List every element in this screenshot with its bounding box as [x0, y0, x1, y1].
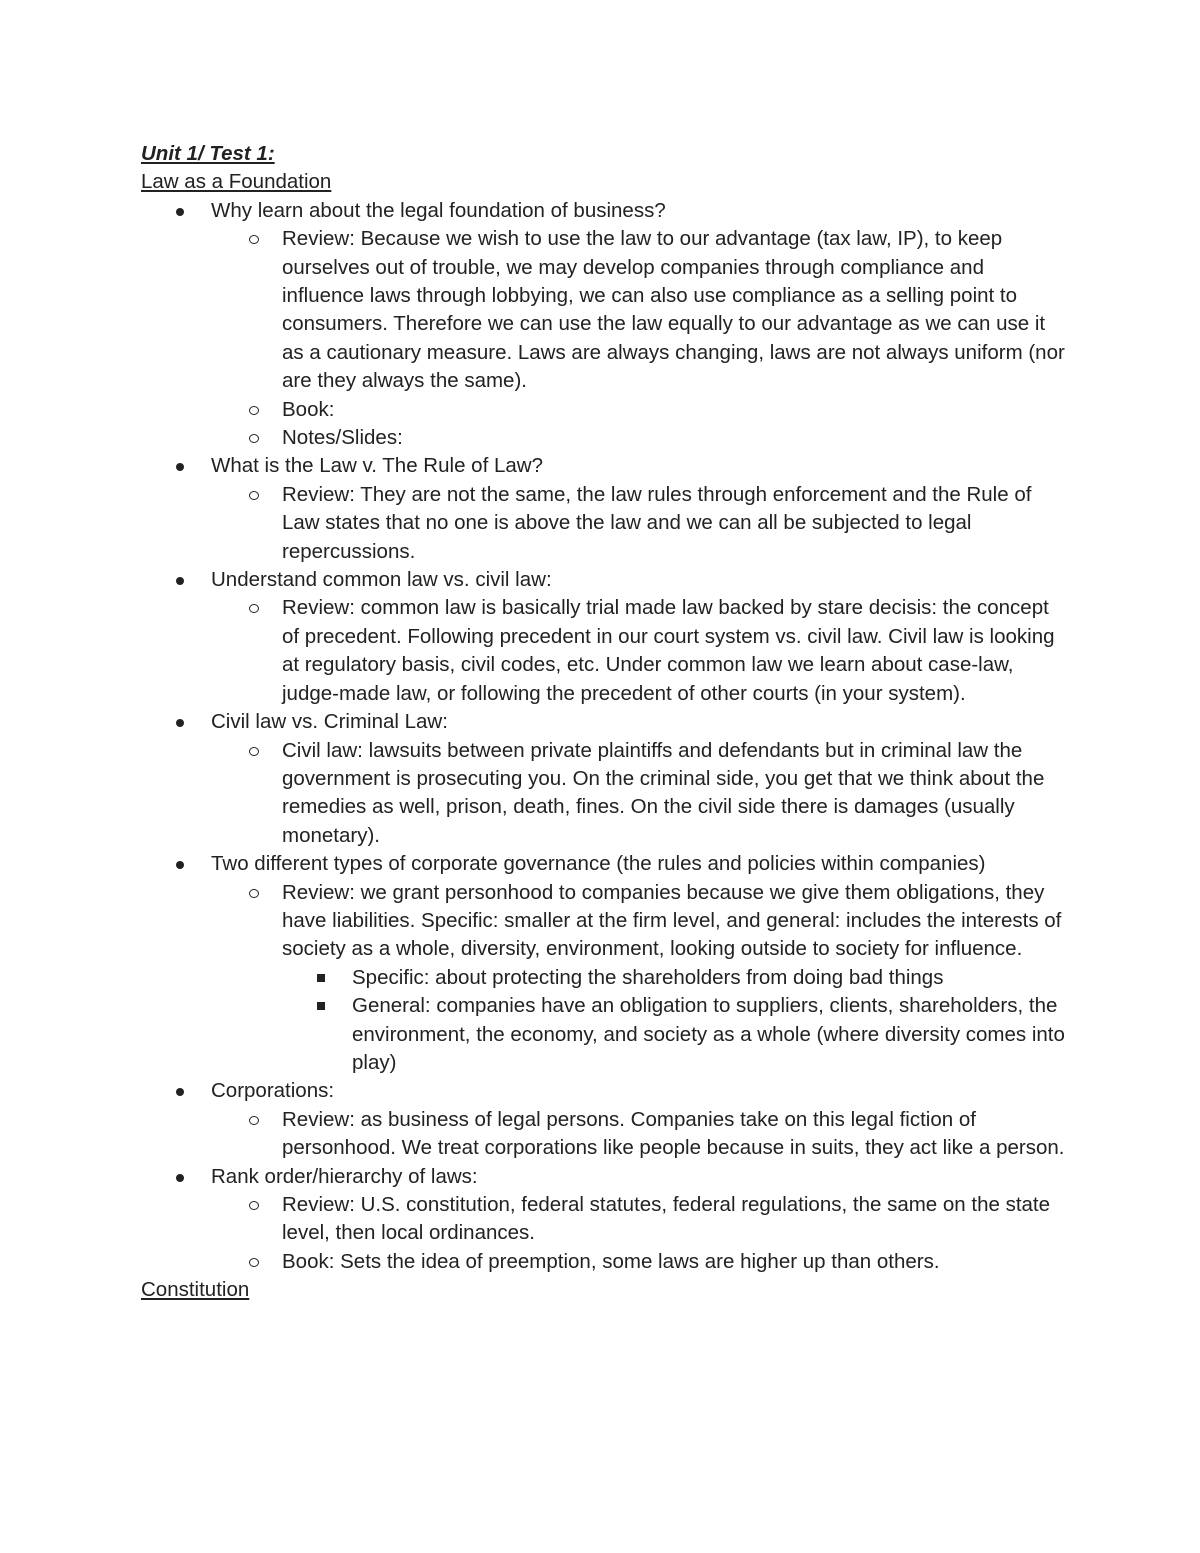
- document-title: Unit 1/ Test 1:: [141, 142, 275, 165]
- topic-text: Understand common law vs. civil law:: [211, 568, 552, 592]
- sub-item: [282, 879, 1066, 1078]
- topic-text: Civil law vs. Criminal Law:: [211, 710, 448, 734]
- sub-sub-item-text: Specific: about protecting the shareholders from doing bad things: [352, 965, 944, 989]
- section-heading-law-as-a-foundation: Law as a Foundation: [141, 170, 332, 194]
- topic-item: [211, 850, 1066, 1077]
- square-bullet-icon: [317, 1002, 325, 1010]
- sub-list: [211, 225, 1066, 452]
- sub-list: [211, 594, 1066, 708]
- topic-text: What is the Law v. The Rule of Law?: [211, 454, 543, 478]
- sub-list: [211, 879, 1066, 1078]
- sub-item: [282, 737, 1066, 851]
- topic-item: [211, 708, 1066, 850]
- hollow-bullet-icon: [249, 747, 259, 756]
- sub-item: [282, 225, 1066, 395]
- topic-text: Corporations:: [211, 1079, 335, 1103]
- sub-sub-item: [352, 992, 1066, 1077]
- hollow-bullet-icon: [249, 1116, 259, 1125]
- topic-text: Two different types of corporate governance (the rules and policies within companies): [211, 852, 986, 876]
- sub-list: [211, 1191, 1066, 1276]
- sub-item: [282, 396, 1066, 424]
- hollow-bullet-icon: [249, 406, 259, 415]
- sub-item: [282, 1248, 1066, 1276]
- sub-sub-item: [352, 964, 1066, 992]
- hollow-bullet-icon: [249, 235, 259, 244]
- topic-text: Why learn about the legal foundation of business?: [211, 198, 666, 222]
- section-heading-constitution: Constitution: [141, 1278, 250, 1302]
- sub-item-text: Book:: [282, 397, 335, 421]
- hollow-bullet-icon: [249, 434, 259, 443]
- filled-bullet-icon: [176, 1174, 184, 1182]
- sub-item-text: Review: Because we wish to use the law to our advantage (tax law, IP), to keep ourselves out of trouble, we may develop companies through compliance and influence laws through lobbying, we can also use compliance as a selling point to consumers. Therefore we can use the law equally to our advantage as we can use it as a cautionary measure. Laws are always changing, laws are not always uniform (nor are they always the same).: [282, 227, 1065, 393]
- hollow-bullet-icon: [249, 491, 259, 500]
- hollow-bullet-icon: [249, 604, 259, 613]
- sub-item-text: Civil law: lawsuits between private plaintiffs and defendants but in criminal law the government is prosecuting you. On the criminal side, you get that we think about the remedies as well, prison, death, fines. On the civil side there is damages (usually monetary).: [282, 738, 1045, 847]
- filled-bullet-icon: [176, 463, 184, 471]
- sub-item: [282, 1191, 1066, 1248]
- topic-text: Rank order/hierarchy of laws:: [211, 1164, 478, 1188]
- topic-item: [211, 566, 1066, 708]
- topic-item: [211, 452, 1066, 566]
- sub-sub-list: [282, 964, 1066, 1078]
- document-body: [141, 140, 1066, 1305]
- topic-list: [141, 197, 1066, 1276]
- sub-list: [211, 481, 1066, 566]
- sub-item-text: Notes/Slides:: [282, 426, 403, 450]
- filled-bullet-icon: [176, 719, 184, 727]
- hollow-bullet-icon: [249, 1201, 259, 1210]
- sub-item-text: Review: we grant personhood to companies because we give them obligations, they have liabilities. Specific: smaller at the firm level, and general: includes the interests of society as a whole, diversity, environment, looking outside to society for influence.: [282, 880, 1062, 961]
- topic-item: [211, 1163, 1066, 1277]
- sub-sub-item-text: General: companies have an obligation to suppliers, clients, shareholders, the environment, the economy, and society as a whole (where diversity comes into play): [352, 994, 1065, 1074]
- filled-bullet-icon: [176, 208, 184, 216]
- filled-bullet-icon: [176, 861, 184, 869]
- sub-item: [282, 1106, 1066, 1163]
- filled-bullet-icon: [176, 1088, 184, 1096]
- sub-item-text: Review: as business of legal persons. Companies take on this legal fiction of personhood. We treat corporations like people because in suits, they act like a person.: [282, 1107, 1065, 1160]
- sub-item: [282, 481, 1066, 566]
- topic-item: [211, 1077, 1066, 1162]
- sub-item-text: Review: common law is basically trial made law backed by stare decisis: the concept of precedent. Following precedent in our court system vs. civil law. Civil law is looking at regulatory basis, civil codes, etc. Under common law we learn about case-law, judge-made law, or following the precedent of other courts (in your system).: [282, 596, 1055, 705]
- hollow-bullet-icon: [249, 889, 259, 898]
- topic-item: [211, 197, 1066, 453]
- sub-item: [282, 594, 1066, 708]
- sub-item: [282, 424, 1066, 452]
- sub-list: [211, 1106, 1066, 1163]
- hollow-bullet-icon: [249, 1258, 259, 1267]
- sub-item-text: Review: They are not the same, the law rules through enforcement and the Rule of Law states that no one is above the law and we can all be subjected to legal repercussions.: [282, 482, 1032, 563]
- sub-list: [211, 737, 1066, 851]
- sub-item-text: Review: U.S. constitution, federal statutes, federal regulations, the same on the state level, then local ordinances.: [282, 1193, 1051, 1245]
- filled-bullet-icon: [176, 577, 184, 585]
- square-bullet-icon: [317, 974, 325, 982]
- sub-item-text: Book: Sets the idea of preemption, some laws are higher up than others.: [282, 1249, 940, 1273]
